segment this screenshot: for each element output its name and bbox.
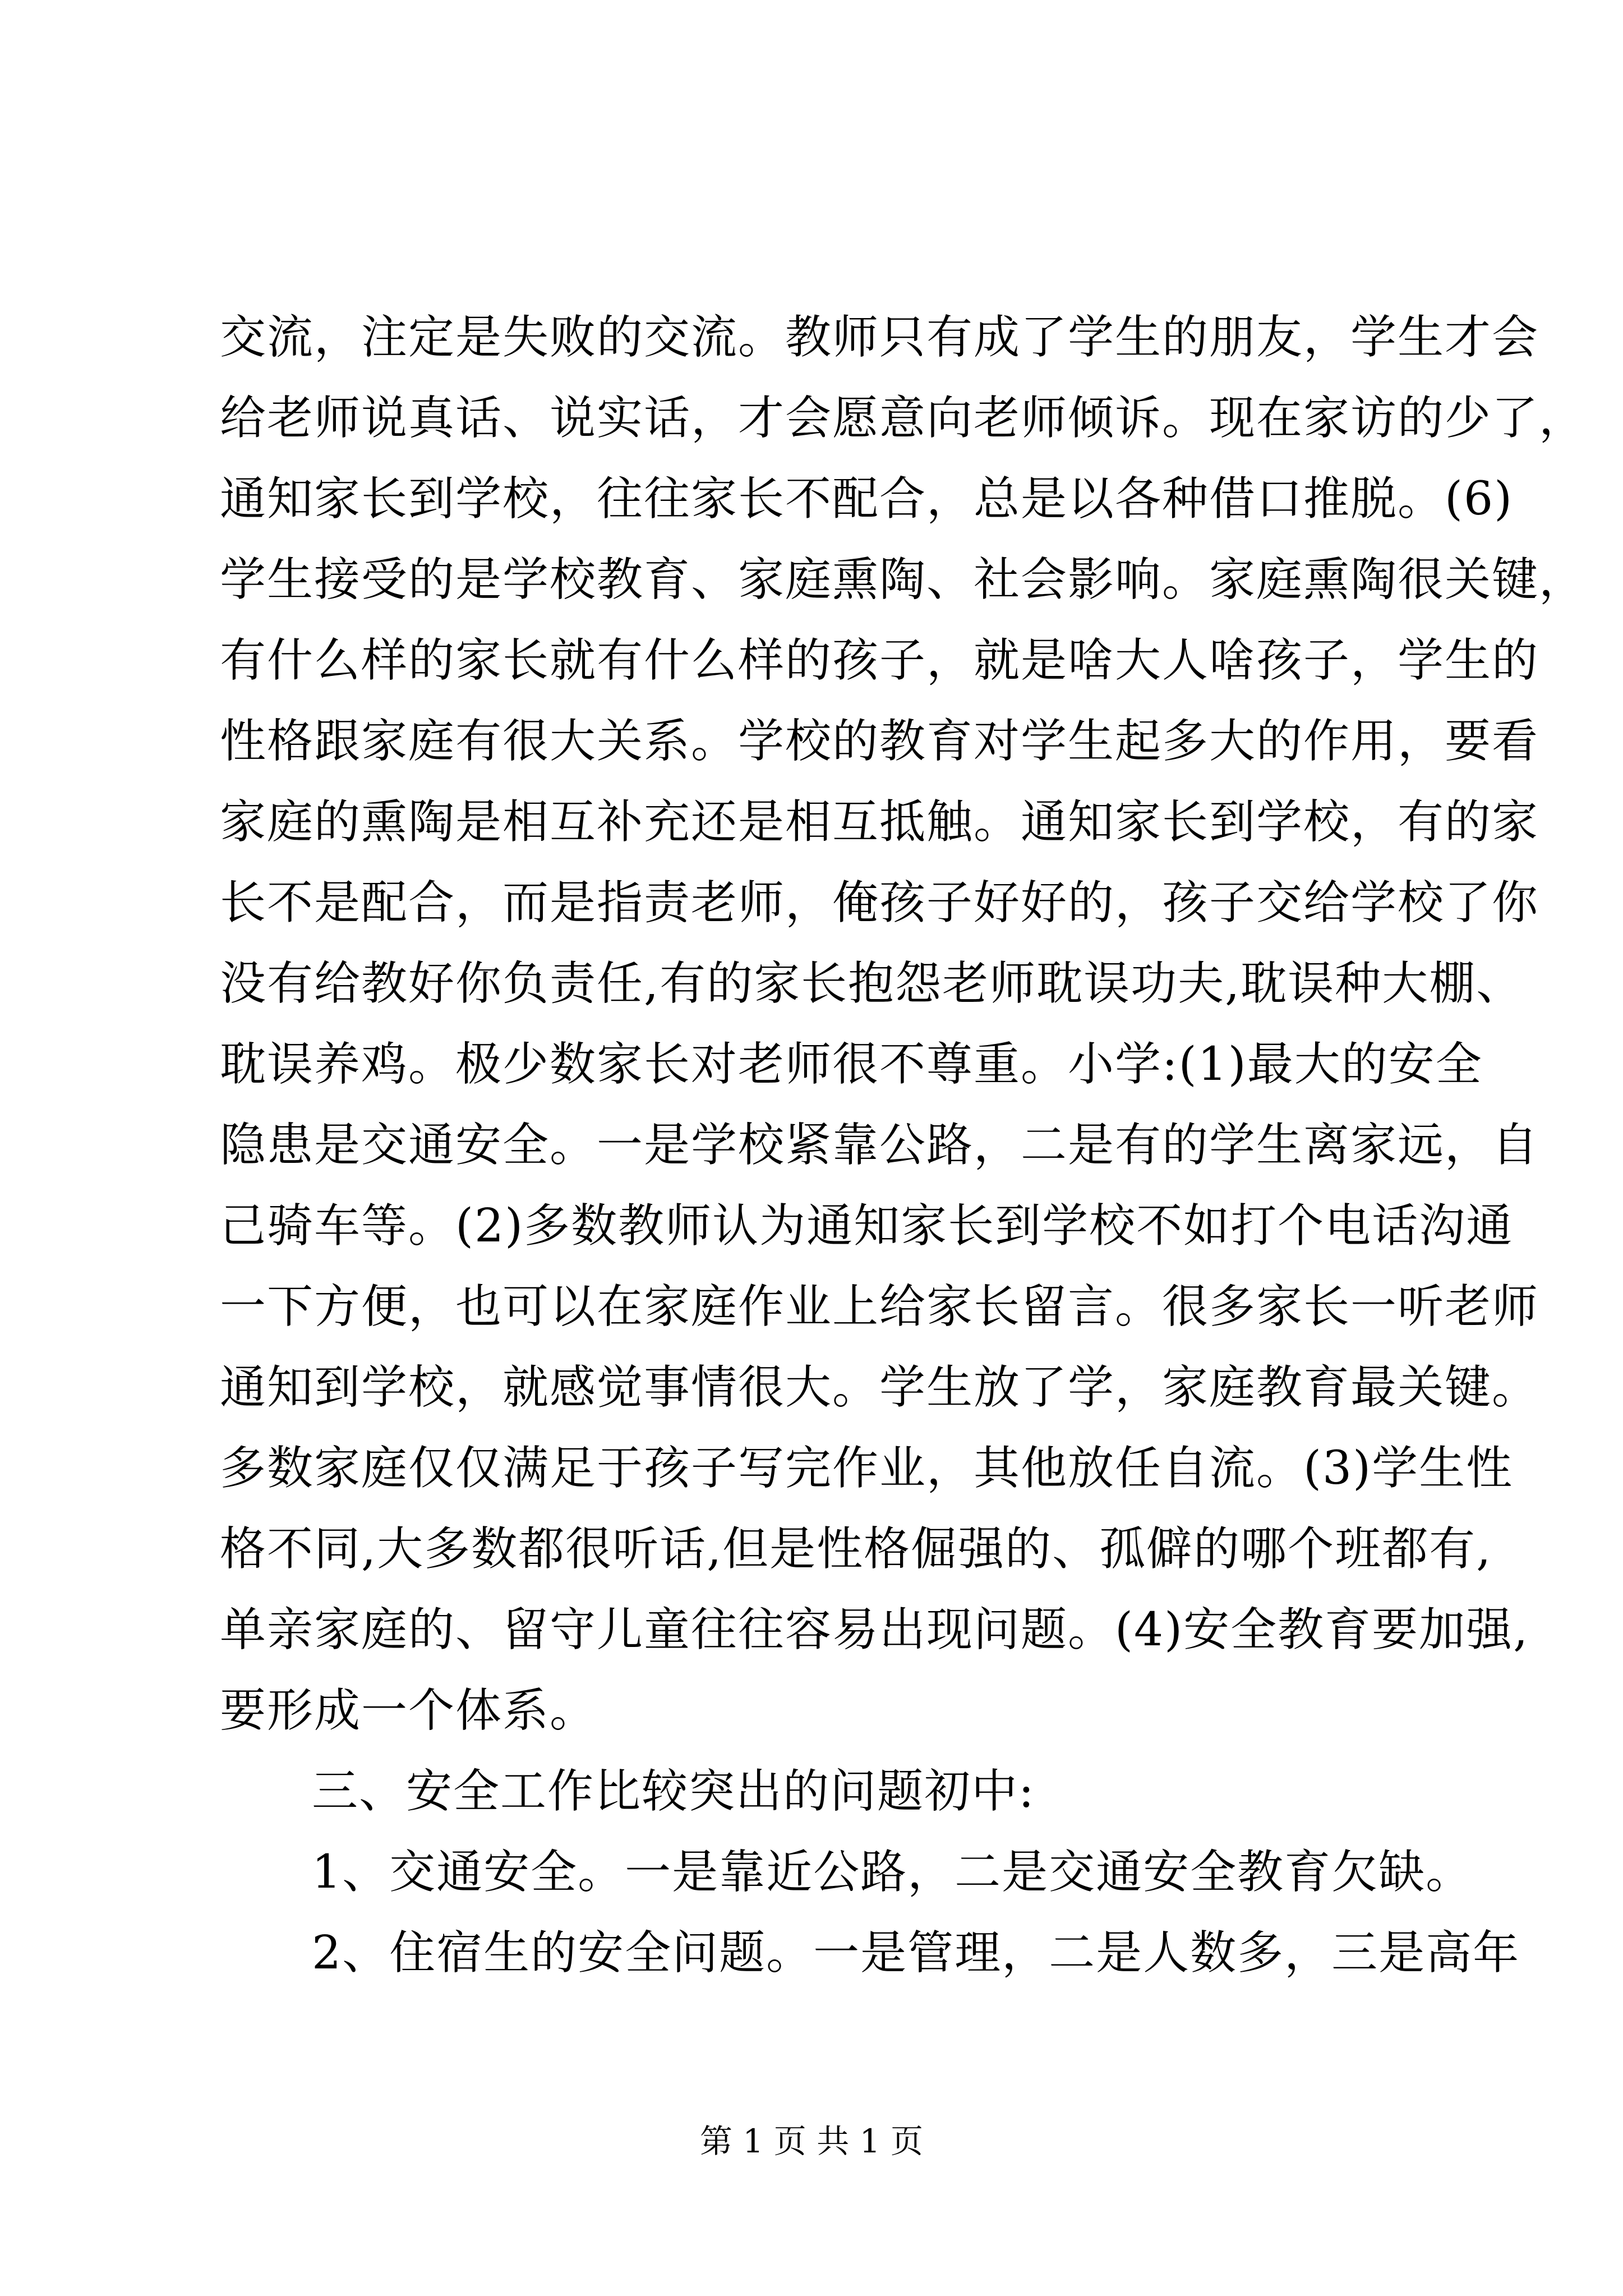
text-line-12: 己骑车等。(2)多数教师认为通知家长到学校不如打个电话沟通 [220,1199,1514,1253]
text-line-11: 隐患是交通安全。一是学校紧靠公路，二是有的学生离家远，自 [220,1119,1539,1172]
list-item-2: 2、住宿生的安全问题。一是管理，二是人数多，三是高年 [312,1926,1520,1980]
document-body [220,297,1587,1994]
text-line-8: 长不是配合，而是指责老师，俺孩子好好的，孩子交给学校了你 [220,876,1539,930]
text-line-14: 通知到学校，就感觉事情很大。学生放了学，家庭教育最关键。 [220,1361,1539,1414]
text-line-16: 格不同,大多数都很听话,但是性格倔强的、孤僻的哪个班都有, [220,1522,1492,1576]
text-line-6: 性格跟家庭有很大关系。学校的教育对学生起多大的作用，要看 [220,715,1539,768]
text-line-15: 多数家庭仅仅满足于孩子写完作业，其他放任自流。(3)学生性 [220,1442,1514,1495]
section-heading-3: 三、安全工作比较突出的问题初中: [312,1765,1035,1818]
text-line-17: 单亲家庭的、留守儿童往往容易出现问题。(4)安全教育要加强, [220,1603,1529,1657]
list-item-1: 1、交通安全。一是靠近公路，二是交通安全教育欠缺。 [312,1846,1473,1899]
page-number-footer: 第 1 页 共 1 页 [700,2122,923,2160]
text-line-10: 耽误养鸡。极少数家长对老师很不尊重。小学:(1)最大的安全 [220,1038,1483,1091]
text-line-1: 交流，注定是失败的交流。教师只有成了学生的朋友，学生才会 [220,311,1539,364]
text-line-2: 给老师说真话、说实话，才会愿意向老师倾诉。现在家访的少了， [220,392,1587,445]
text-line-3: 通知家长到学校，往往家长不配合，总是以各种借口推脱。(6) [220,472,1514,526]
text-line-4: 学生接受的是学校教育、家庭熏陶、社会影响。家庭熏陶很关键， [220,553,1587,606]
text-line-5: 有什么样的家长就有什么样的孩子，就是啥大人啥孩子，学生的 [220,634,1539,687]
text-line-7: 家庭的熏陶是相互补充还是相互抵触。通知家长到学校，有的家 [220,795,1539,849]
text-line-9: 没有给教好你负责任,有的家长抱怨老师耽误功夫,耽误种大棚、 [220,957,1524,1010]
text-line-13: 一下方便，也可以在家庭作业上给家长留言。很多家长一听老师 [220,1280,1539,1333]
text-line-18: 要形成一个体系。 [220,1684,597,1737]
